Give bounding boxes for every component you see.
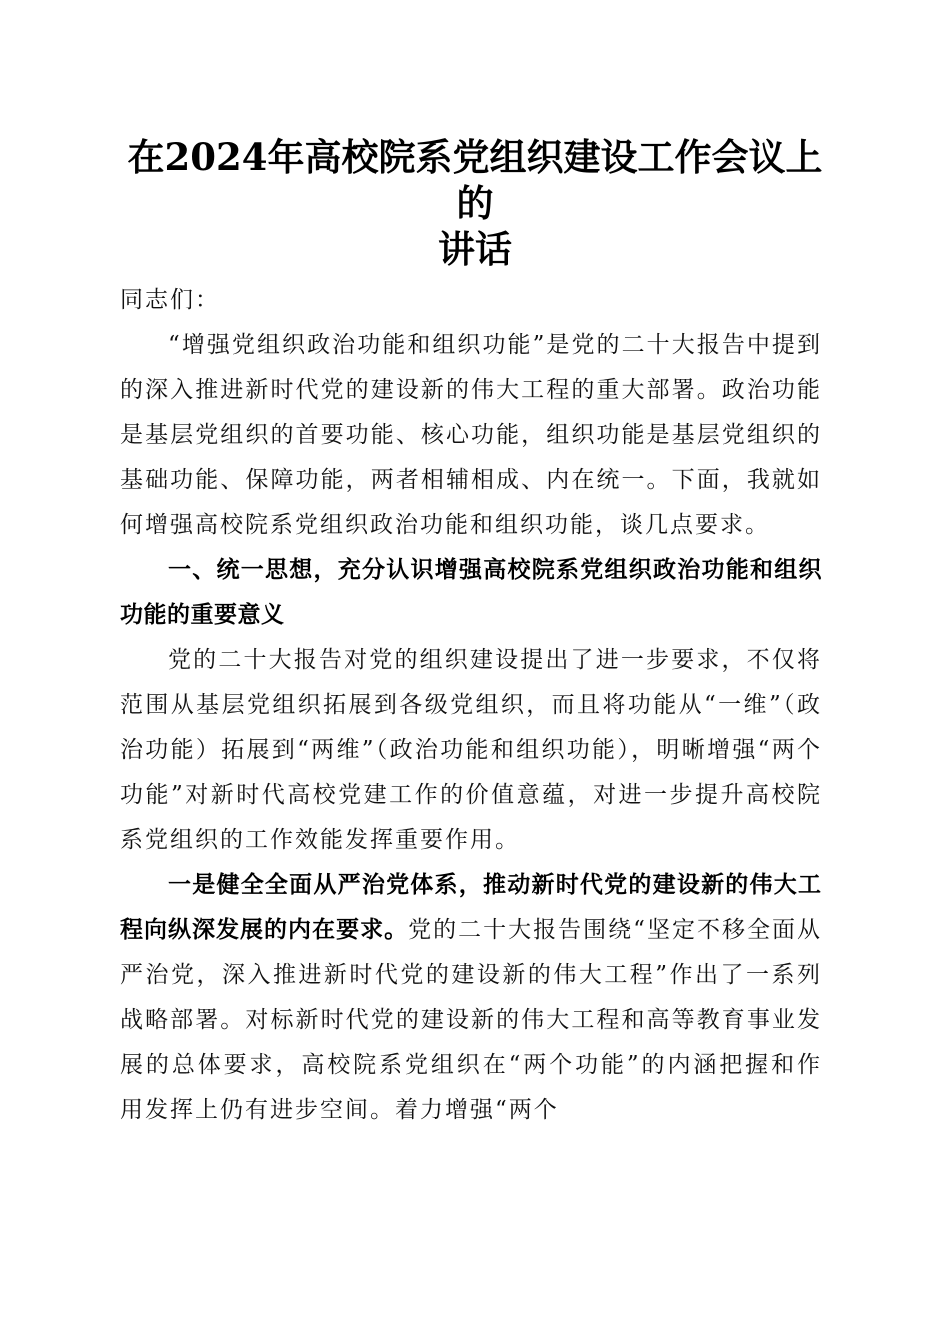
section-heading-1: 一、统一思想，充分认识增强高校院系党组织政治功能和组织功能的重要意义: [120, 557, 822, 628]
title-line-2: 讲话: [438, 227, 512, 271]
title-line-1: 在2024年高校院系党组织建设工作会议上的: [127, 135, 823, 225]
paragraph-point-1: [120, 863, 822, 1133]
point-1-body: 党的二十大报告围绕“坚定不移全面从严治党，深入推进新时代党的建设新的伟大工程”作出了一系列战略部署。对标新时代党的建设新的伟大工程和高等教育事业发展的总体要求，高校院系党组织在“两个功能”的内涵把握和作用发挥上仍有进步空间。着力增强“两个: [120, 917, 823, 1123]
paragraph-section-1: 党的二十大报告对党的组织建设提出了进一步要求，不仅将范围从基层党组织拓展到各级党组织，而且将功能从“一维”（政治功能）拓展到“两维”（政治功能和组织功能），明晰增强“两个功能”对新时代高校党建工作的价值意蕴，对进一步提升高校院系党组织的工作效能发挥重要作用。: [120, 647, 822, 853]
point-1-lead: 一是健全全面从严治党体系，推动新时代党的建设新的伟大工程向纵深发展的内在要求。: [120, 872, 822, 943]
paragraph-intro: “增强党组织政治功能和组织功能”是党的二十大报告中提到的深入推进新时代党的建设新的伟大工程的重大部署。政治功能是基层党组织的首要功能、核心功能，组织功能是基层党组织的基础功能、保障功能，两者相辅相成、内在统一。下面，我就如何增强高校院系党组织政治功能和组织功能，谈几点要求。: [120, 332, 822, 538]
document-body: [120, 278, 822, 1133]
salutation: 同志们：: [120, 287, 220, 313]
document-title: [110, 134, 840, 272]
